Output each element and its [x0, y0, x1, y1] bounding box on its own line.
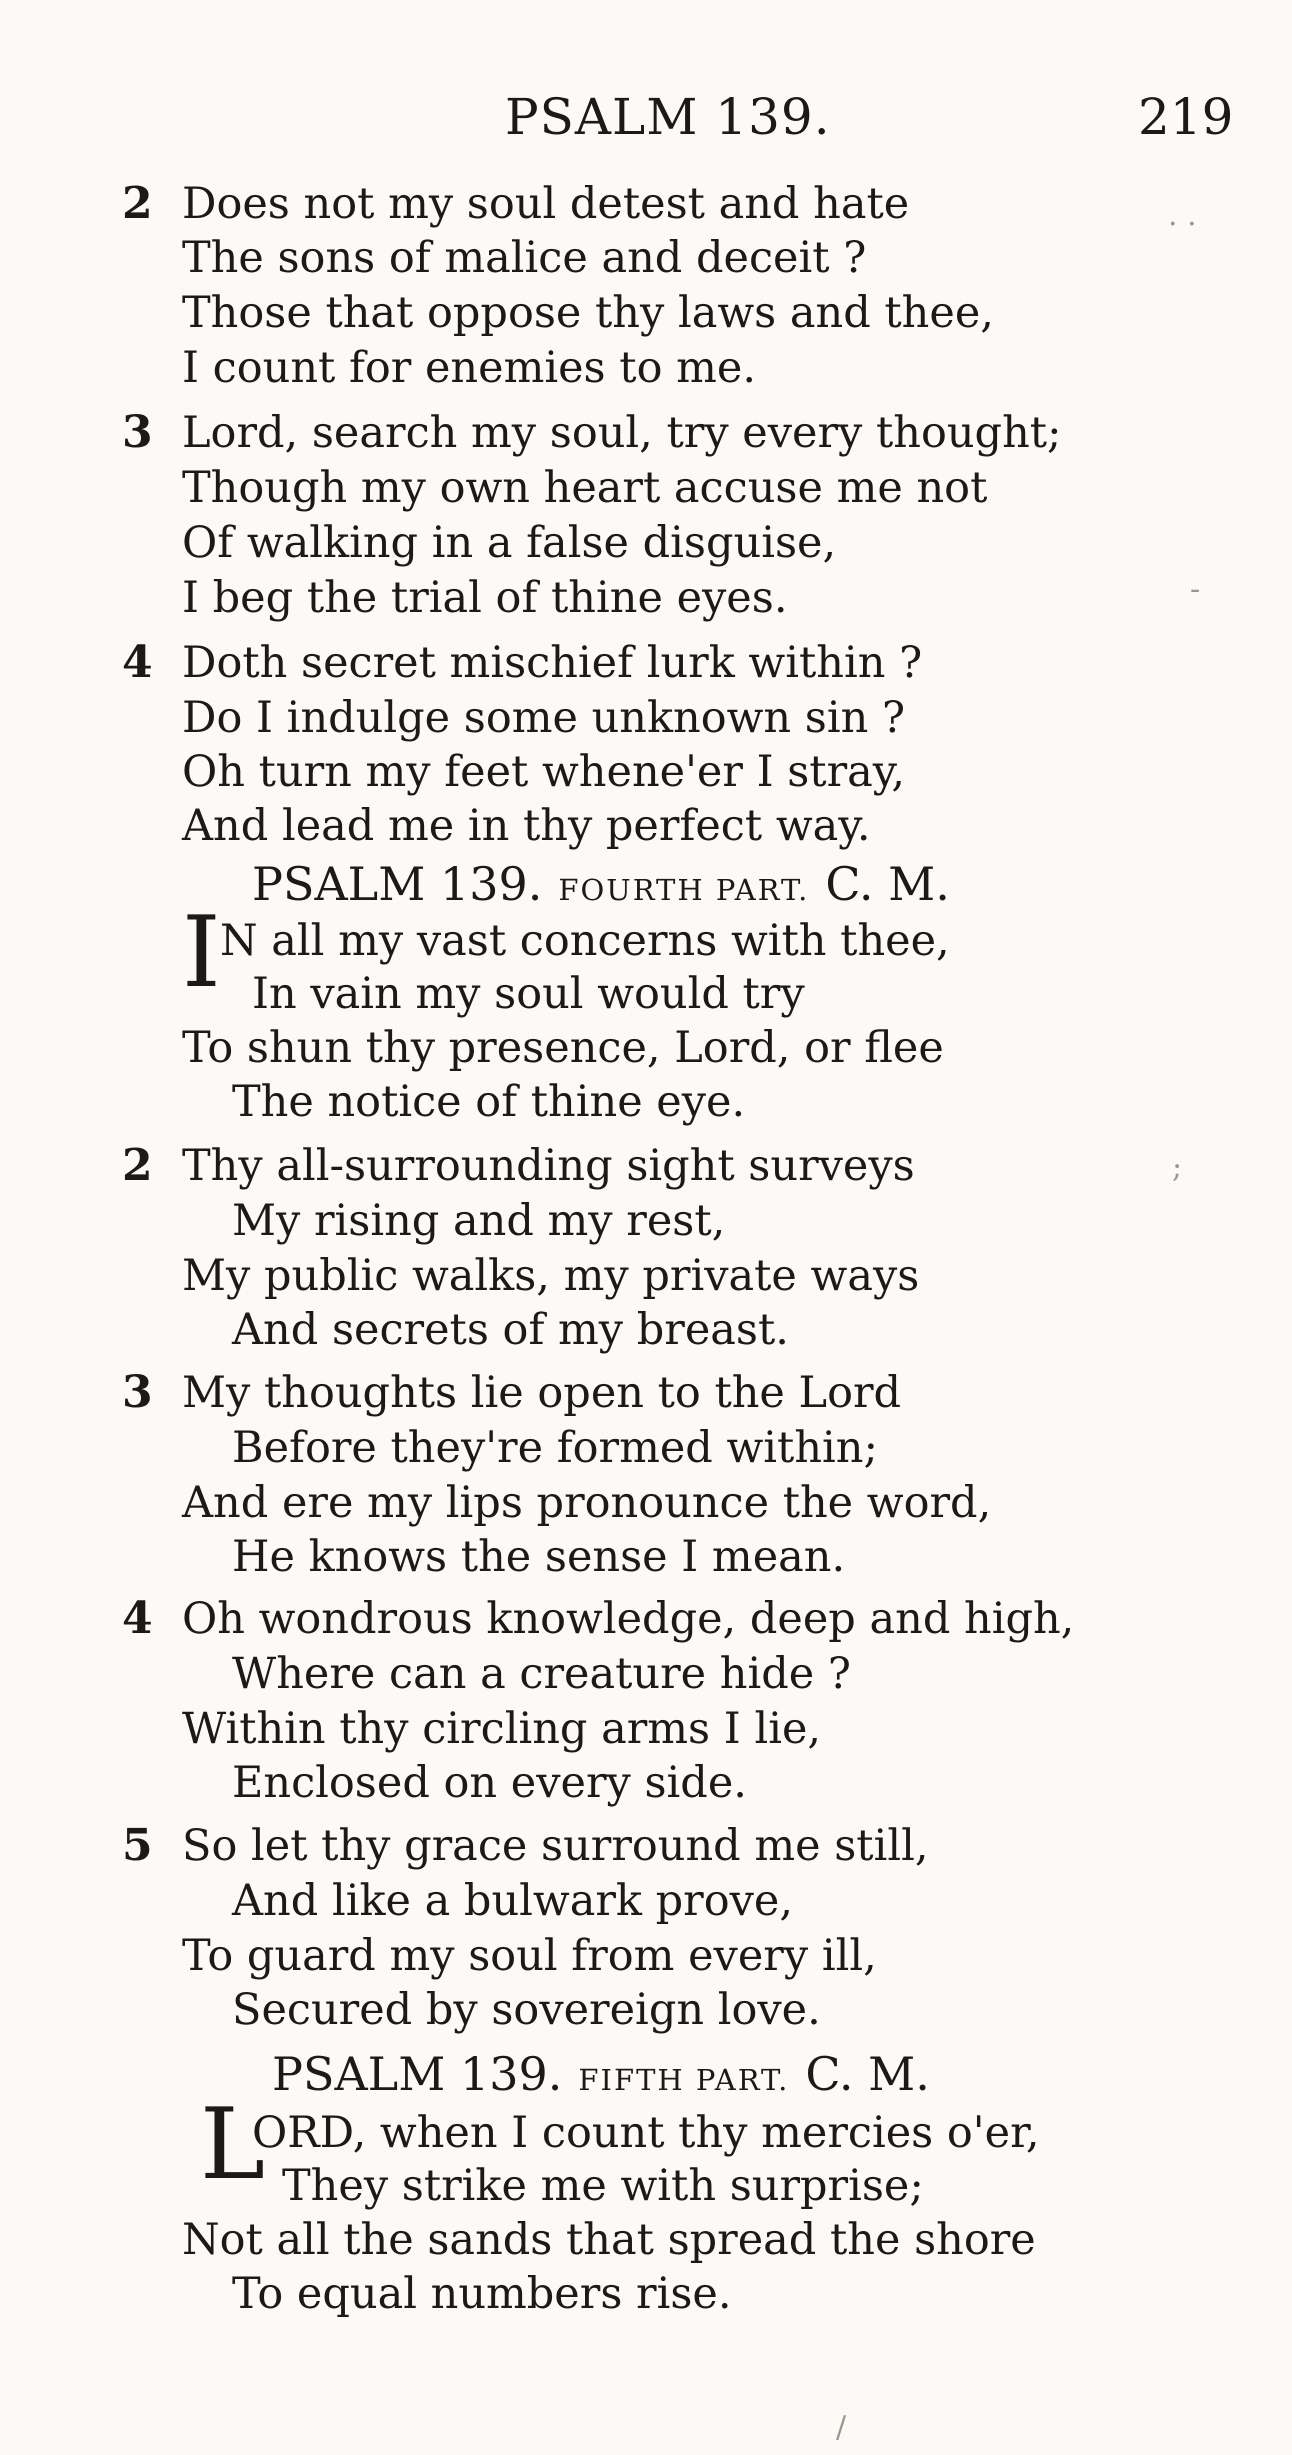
heading-meter: C. M. [825, 857, 950, 911]
verse-line: Of walking in a false disguise, [182, 518, 837, 568]
verse-line: The sons of malice and deceit ? [182, 233, 867, 283]
print-speck: . . [1168, 198, 1197, 233]
running-head [0, 88, 1292, 158]
verse-line: My public walks, my private ways [182, 1251, 920, 1301]
heading-meter: C. M. [805, 2047, 930, 2101]
section-heading [252, 856, 950, 918]
verse-number: 4 [122, 1593, 153, 1644]
heading-part: FIFTH PART. [578, 2063, 790, 2097]
verse-line: Oh turn my feet whene'er I stray, [182, 747, 906, 797]
verse-line: My thoughts lie open to the Lord [182, 1368, 902, 1418]
verse-line: And like a bulwark prove, [232, 1876, 793, 1926]
verse-number: 2 [122, 178, 153, 229]
verse-number: 2 [122, 1140, 153, 1191]
page-number: 219 [1138, 88, 1234, 146]
heading-psalm: PSALM 139. [272, 2047, 563, 2101]
verse-line: My rising and my rest, [232, 1196, 726, 1246]
verse-line: And secrets of my breast. [232, 1305, 789, 1355]
page-title: PSALM 139. [505, 88, 831, 146]
verse-line: Doth secret mischief lurk within ? [182, 638, 923, 688]
heading-part: FOURTH PART. [558, 873, 810, 907]
verse-line: Before they're formed within; [232, 1423, 878, 1473]
verse-line: The notice of thine eye. [232, 1077, 746, 1127]
verse-line: N all my vast concerns with thee, [220, 916, 950, 966]
verse-line: And ere my lips pronounce the word, [182, 1478, 992, 1528]
section-heading [272, 2046, 930, 2108]
heading-psalm: PSALM 139. [252, 857, 543, 911]
verse-line: Thy all-surrounding sight surveys [182, 1141, 915, 1191]
verse-line: I count for enemies to me. [182, 343, 757, 393]
drop-cap: I [182, 896, 221, 1010]
verse-line: Though my own heart accuse me not [182, 463, 988, 513]
verse-line: And lead me in thy perfect way. [182, 801, 871, 851]
verse-line: So let thy grace surround me still, [182, 1821, 929, 1871]
verse-line: Does not my soul detest and hate [182, 179, 910, 229]
verse-line: Do I indulge some unknown sin ? [182, 693, 906, 743]
drop-cap: L [200, 2088, 266, 2202]
verse-line: Enclosed on every side. [232, 1758, 747, 1808]
verse-line: They strike me with surprise; [282, 2161, 924, 2211]
verse-number: 3 [122, 1367, 153, 1418]
verse-line: Those that oppose thy laws and thee, [182, 288, 994, 338]
verse-number: 5 [122, 1820, 153, 1871]
verse-line: Lord, search my soul, try every thought; [182, 408, 1062, 458]
print-speck: ; [1172, 1150, 1183, 1185]
print-speck: / [836, 2410, 847, 2445]
verse-line: I beg the trial of thine eyes. [182, 573, 788, 623]
verse-line: In vain my soul would try [252, 969, 805, 1019]
verse-line: Secured by sovereign love. [232, 1985, 821, 2035]
verse-line: Oh wondrous knowledge, deep and high, [182, 1594, 1075, 1644]
verse-number: 4 [122, 637, 153, 688]
verse-line: He knows the sense I mean. [232, 1532, 846, 1582]
verse-number: 3 [122, 407, 153, 458]
verse-line: To guard my soul from every ill, [182, 1931, 877, 1981]
verse-line: ORD, when I count thy mercies o'er, [252, 2108, 1040, 2158]
verse-line: Where can a creature hide ? [232, 1649, 851, 1699]
verse-line: To shun thy presence, Lord, or flee [182, 1023, 944, 1073]
print-speck: - [1190, 572, 1201, 607]
verse-line: To equal numbers rise. [232, 2269, 732, 2319]
verse-line: Not all the sands that spread the shore [182, 2215, 1036, 2265]
verse-line: Within thy circling arms I lie, [182, 1704, 822, 1754]
